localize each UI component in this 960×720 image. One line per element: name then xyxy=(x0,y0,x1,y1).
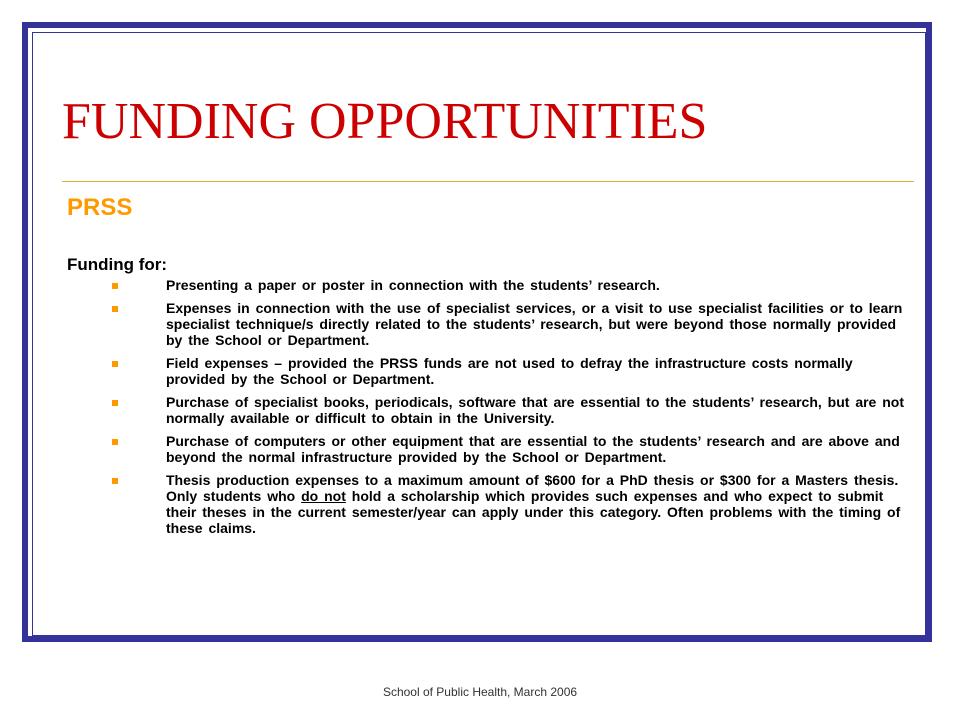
bullet-list xyxy=(112,277,912,543)
bullet-text: Purchase of computers or other equipment that are essential to the students’ research and are above and beyond the normal infrastructure provided by the School or Department. xyxy=(166,433,900,465)
bullet-text: Expenses in connection with the use of specialist services, or a visit to use specialist facilities or to learn specialist technique/s directly related to the students’ research, but were beyond those normally provided by the School or Department. xyxy=(166,300,903,348)
bullet-text-underlined: do not xyxy=(301,488,346,504)
slide-subtitle: PRSS xyxy=(67,194,133,221)
square-bullet-icon xyxy=(112,439,118,445)
bullet-item-field-expenses xyxy=(112,355,912,387)
square-bullet-icon xyxy=(112,306,118,312)
bullet-text: Presenting a paper or poster in connection with the students’ research. xyxy=(166,277,660,293)
square-bullet-icon xyxy=(112,361,118,367)
bullet-text: Field expenses – provided the PRSS funds are not used to defray the infrastructure costs normally provided by the School or Department. xyxy=(166,355,853,387)
bullet-item-specialist-services xyxy=(112,300,912,348)
square-bullet-icon xyxy=(112,400,118,406)
bullet-item-thesis-production xyxy=(112,472,912,536)
bullet-text-before: Thesis production expenses to a maximum amount of $600 for a PhD thesis or $300 for a Masters thesis. Only students who xyxy=(166,472,899,504)
bullet-item-books xyxy=(112,394,912,426)
funding-for-heading: Funding for: xyxy=(67,255,168,274)
bullet-text: Purchase of specialist books, periodicals, software that are essential to the students’ research, but are not normally available or difficult to obtain in the University. xyxy=(166,394,904,426)
square-bullet-icon xyxy=(112,283,118,289)
square-bullet-icon xyxy=(112,478,118,484)
title-divider xyxy=(62,181,914,182)
bullet-item-computers xyxy=(112,433,912,465)
bullet-text-after: hold a scholarship which provides such expenses and who expect to submit their theses in the current semester/year can apply under this category. Often problems with the timing of these claims. xyxy=(166,488,901,536)
bullet-item-presenting xyxy=(112,277,912,293)
slide-footer: School of Public Health, March 2006 xyxy=(382,685,578,699)
slide-title: FUNDING OPPORTUNITIES xyxy=(62,93,708,150)
